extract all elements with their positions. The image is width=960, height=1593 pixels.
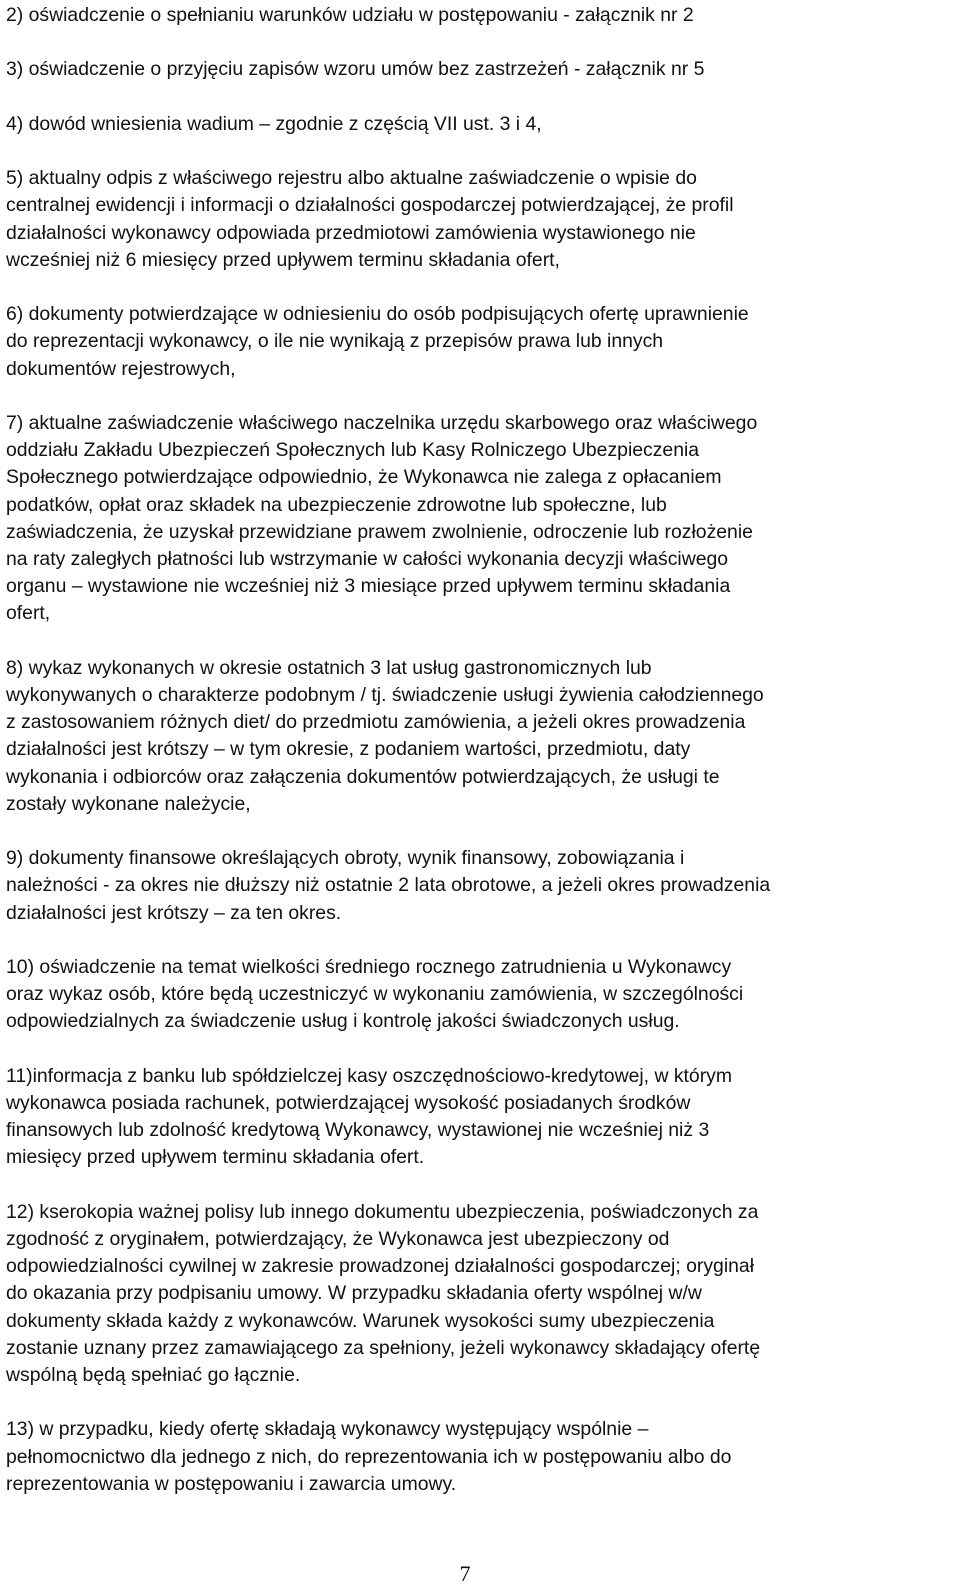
list-item-line: 6) dokumenty potwierdzające w odniesieniu do osób podpisujących ofertę uprawnienie: [6, 303, 749, 326]
list-item: [6, 2, 946, 29]
list-item-line: dokumentów rejestrowych,: [6, 357, 236, 380]
page-number: 7: [459, 1561, 471, 1586]
document-body: [6, 2, 946, 1525]
list-item-line: organu – wystawione nie wcześniej niż 3 miesiące przed upływem terminu składania: [6, 575, 731, 598]
list-item-line: pełnomocnictwo dla jednego z nich, do reprezentowania ich w postępowaniu albo do: [6, 1445, 732, 1468]
list-item: [6, 301, 946, 383]
list-item-line: zostały wykonane należycie,: [6, 792, 251, 815]
list-item-line: odpowiedzialnych za świadczenie usług i kontrolę jakości świadczonych usług.: [6, 1010, 680, 1033]
list-item-line: 5) aktualny odpis z właściwego rejestru albo aktualne zaświadczenie o wpisie do: [6, 167, 697, 190]
list-item-line: do reprezentacji wykonawcy, o ile nie wynikają z przepisów prawa lub innych: [6, 330, 664, 353]
list-item-line: 10) oświadczenie na temat wielkości średniego rocznego zatrudnienia u Wykonawcy: [6, 955, 732, 978]
list-item-line: 3) oświadczenie o przyjęciu zapisów wzoru umów bez zastrzeżeń - załącznik nr 5: [6, 58, 705, 81]
list-item-line: Społecznego potwierdzające odpowiednio, że Wykonawca nie zalega z opłacaniem: [6, 466, 722, 489]
list-item-line: 7) aktualne zaświadczenie właściwego naczelnika urzędu skarbowego oraz właściwego: [6, 411, 758, 434]
list-item-line: oraz wykaz osób, które będą uczestniczyć w wykonaniu zamówienia, w szczególności: [6, 983, 744, 1006]
list-item-line: odpowiedzialności cywilnej w zakresie prowadzonej działalności gospodarczej; oryginał: [6, 1255, 755, 1278]
list-item-line: 4) dowód wniesienia wadium – zgodnie z częścią VII ust. 3 i 4,: [6, 112, 542, 135]
list-item-line: podatków, opłat oraz składek na ubezpieczenie zdrowotne lub społeczne, lub: [6, 493, 667, 516]
list-item: [6, 410, 946, 628]
list-item-line: dokumenty składa każdy z wykonawców. Warunek wysokości sumy ubezpieczenia: [6, 1309, 715, 1332]
list-item-line: do okazania przy podpisaniu umowy. W przypadku składania oferty wspólnej w/w: [6, 1282, 702, 1305]
list-item-line: 9) dokumenty finansowe określających obroty, wynik finansowy, zobowiązania i: [6, 847, 685, 870]
list-item-line: reprezentowania w postępowaniu i zawarcia umowy.: [6, 1472, 457, 1495]
list-item-line: centralnej ewidencji i informacji o działalności gospodarczej potwierdzającej, że profil: [6, 194, 734, 217]
list-item-line: wykonania i odbiorców oraz załączenia dokumentów potwierdzających, że usługi te: [6, 765, 720, 788]
list-item-line: 11)informacja z banku lub spółdzielczej kasy oszczędnościowo-kredytowej, w którym: [6, 1064, 733, 1087]
list-item-line: oddziału Zakładu Ubezpieczeń Społecznych lub Kasy Rolniczego Ubezpieczenia: [6, 439, 700, 462]
list-item-line: działalności jest krótszy – w tym okresie, z podaniem wartości, przedmiotu, daty: [6, 738, 691, 761]
list-item-line: ofert,: [6, 602, 51, 625]
list-item: [6, 1063, 946, 1172]
list-item-line: 13) w przypadku, kiedy ofertę składają wykonawcy występujący wspólnie –: [6, 1418, 649, 1441]
list-item-line: wspólną będą spełniać go łącznie.: [6, 1364, 301, 1386]
list-item-line: wykonywanych o charakterze podobnym / tj. świadczenie usługi żywienia całodziennego: [6, 683, 764, 706]
list-item: [6, 165, 946, 274]
list-item: [6, 954, 946, 1036]
list-item-line: finansowych lub zdolność kredytową Wykonawcy, wystawionej nie wcześniej niż 3: [6, 1119, 710, 1142]
list-item-line: zostanie uznany przez zamawiającego za spełniony, jeżeli wykonawcy składający ofertę: [6, 1336, 761, 1359]
list-item-line: z zastosowaniem różnych diet/ do przedmiotu zamówienia, a jeżeli okres prowadzenia: [6, 711, 746, 734]
list-item-line: miesięcy przed upływem terminu składania ofert.: [6, 1146, 425, 1169]
list-item: [6, 1199, 946, 1389]
list-item-line: zgodność z oryginałem, potwierdzający, że Wykonawca jest ubezpieczony od: [6, 1227, 670, 1250]
list-item: [6, 111, 946, 138]
list-item-line: 12) kserokopia ważnej polisy lub innego dokumentu ubezpieczenia, poświadczonych za: [6, 1200, 759, 1223]
list-item-line: wcześniej niż 6 miesięcy przed upływem terminu składania ofert,: [6, 248, 560, 271]
list-item-line: wykonawca posiada rachunek, potwierdzającej wysokość posiadanych środków: [6, 1091, 691, 1114]
list-item-line: 2) oświadczenie o spełnianiu warunków udziału w postępowaniu - załącznik nr 2: [6, 4, 694, 26]
list-item-line: 8) wykaz wykonanych w okresie ostatnich 3 lat usług gastronomicznych lub: [6, 656, 652, 679]
list-item-line: na raty zaległych płatności lub wstrzymanie w całości wykonania decyzji właściwego: [6, 547, 729, 570]
list-item-line: działalności jest krótszy – za ten okres.: [6, 901, 342, 924]
list-item: [6, 1416, 946, 1498]
list-item: [6, 845, 946, 927]
list-item-line: zaświadczenia, że uzyskał przewidziane prawem zwolnienie, odroczenie lub rozłożenie: [6, 520, 753, 543]
list-item-line: działalności wykonawcy odpowiada przedmiotowi zamówienia wystawionego nie: [6, 221, 696, 244]
list-item: [6, 655, 946, 818]
list-item-line: należności - za okres nie dłuższy niż ostatnie 2 lata obrotowe, a jeżeli okres prowadzenia: [6, 874, 771, 897]
list-item: [6, 56, 946, 83]
